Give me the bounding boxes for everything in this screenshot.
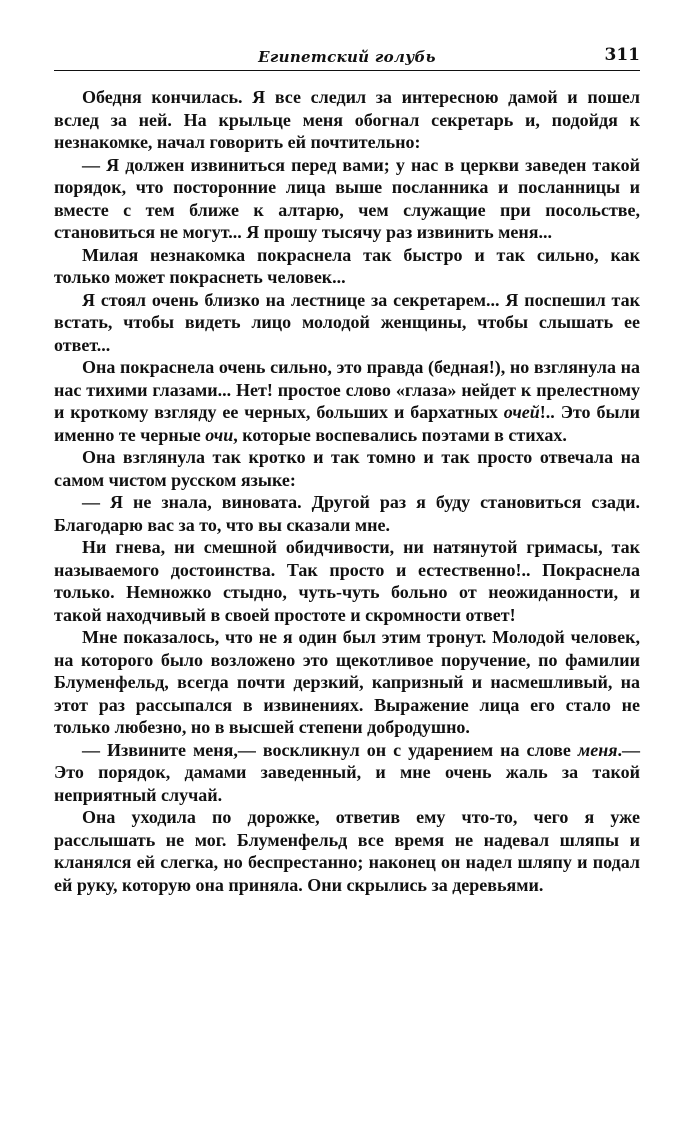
- page-number: 311: [604, 45, 640, 65]
- paragraph: Она уходила по дорожке, ответив ему что-то, чего я уже расслышать не мог. Блуменфельд все время не надевал шляпы и кланялся ей слегка, но беспрестанно; наконец он надел шляпу и подал ей руку, которую она приняла. Они скрылись за деревьями.: [54, 807, 640, 895]
- paragraph: — Я должен извиниться перед вами; у нас в церкви заведен такой порядок, что посторонние лица выше посланника и посланницы и вместе с тем ближе к алтарю, чем служащие при посольстве, становиться не могут... Я прошу тысячу раз извинить меня...: [54, 154, 640, 242]
- paragraph: Она покраснела очень сильно, это правда (бедная!), но взглянула на нас тихими глазами... Нет! простое слово «глаза» нейдет к прелестному и кроткому взгляду ее черных, больших и бархатных очей!.. Это были именно те черные очи, которые воспевались поэтами в стихах.: [54, 357, 640, 445]
- paragraph: Обедня кончилась. Я все следил за интересною дамой и пошел вслед за ней. На крыльце меня обогнал секретарь и, подойдя к незнакомке, начал говорить ей почтительно:: [54, 87, 640, 152]
- body-text: [54, 86, 640, 896]
- paragraph: — Извините меня,— воскликнул он с ударением на слове меня.— Это порядок, дамами заведенный, и мне очень жаль за такой неприятный случай.: [54, 739, 640, 805]
- paragraph: — Я не знала, виновата. Другой раз я буду становиться сзади. Благодарю вас за то, что вы сказали мне.: [54, 492, 640, 535]
- paragraph: Я стоял очень близко на лестнице за секретарем... Я поспешил так встать, чтобы видеть лицо молодой женщины, чтобы слышать ее ответ...: [54, 289, 640, 355]
- paragraph: Милая незнакомка покраснела так быстро и так сильно, как только может покраснеть человек...: [54, 244, 640, 287]
- chapter-title: Египетский голубь: [258, 48, 436, 66]
- paragraph: Она взглянула так кротко и так томно и так просто отвечала на самом чистом русском языке:: [54, 447, 640, 490]
- paragraph: Ни гнева, ни смешной обидчивости, ни натянутой гримасы, так называемого достоинства. Так просто и естественно!.. Покраснела только. Немножко стыдно, чуть-чуть больно от неожиданности, и такой находчивый в своей простоте и скромности ответ!: [54, 537, 640, 625]
- running-header: [54, 44, 640, 71]
- paragraph: Мне показалось, что не я один был этим тронут. Молодой человек, на которого было возложено это щекотливое поручение, по фамилии Блуменфельд, всегда почти дерзкий, капризный и насмешливый, на этот раз рассыпался в извинениях. Выражение лица его стало не только любезно, но в высшей степени добродушно.: [54, 627, 640, 737]
